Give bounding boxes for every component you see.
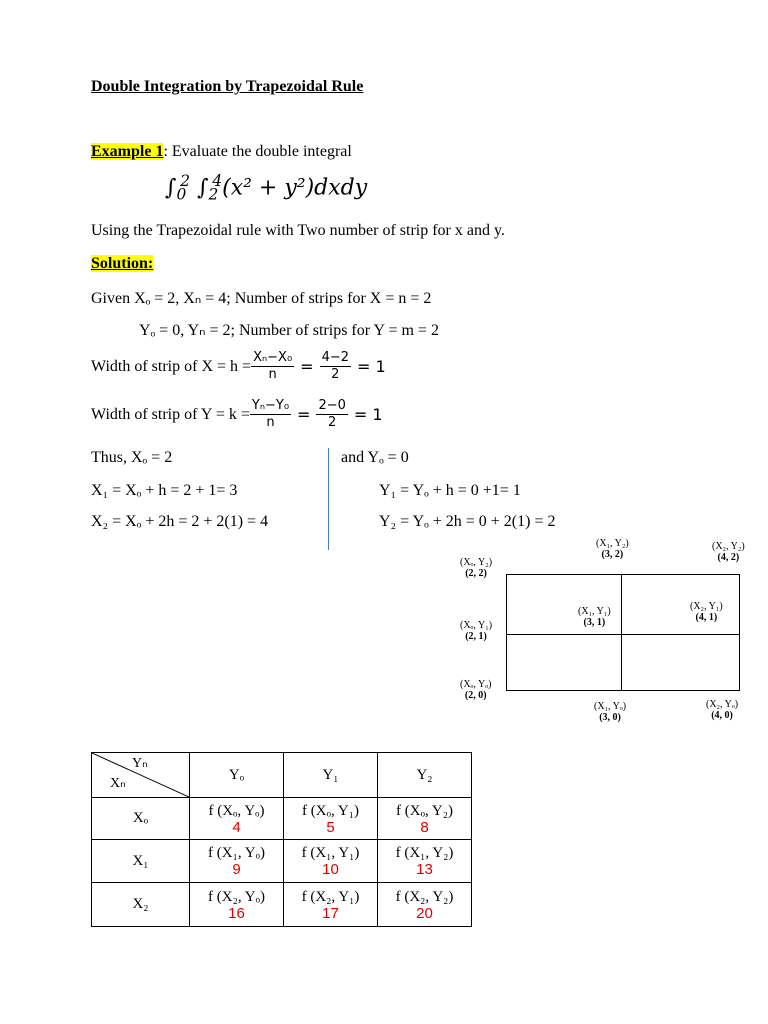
width-x-line: Width of strip of X = h = $\frac{\text{Xₙ−X₀}}{n}$ = $\frac{4-2}{2}$ = 1 xyxy=(91,350,386,382)
table-cell: f (Xₒ, Y₂) 8 xyxy=(378,798,472,840)
solution-label-line xyxy=(91,255,153,273)
table-cell: f (X₁, Yₒ) 9 xyxy=(190,840,284,883)
table-cell: f (Xₒ, Yₒ) 4 xyxy=(190,798,284,840)
grid-label-x0-y0: (Xₒ, Yₒ) (2, 0) xyxy=(460,679,492,701)
width-y-prefix: Width of strip of Y = k = xyxy=(91,405,250,423)
row-header-x0: Xₒ xyxy=(92,798,190,840)
grid-label-x1-y1: (X₁, Y₁) (3, 1) xyxy=(578,606,611,628)
col-header-y1: Y₁ xyxy=(284,753,378,798)
width-x-prefix: Width of strip of X = h = xyxy=(91,357,252,375)
table-cell: f (X₂, Yₒ) 16 xyxy=(190,883,284,927)
grid-label-x1-y2: (X₁, Y₂) (3, 2) xyxy=(596,538,629,560)
inner-upper-limit: 4 xyxy=(212,172,223,190)
corner-top-label: Yₙ xyxy=(132,756,148,771)
example-line xyxy=(91,143,352,161)
y1-line: Y₁ = Yₒ + h = 0 +1= 1 xyxy=(379,482,521,499)
width-y-denominator-values: 2 xyxy=(328,415,337,430)
outer-lower-limit: 0 xyxy=(176,185,187,204)
thus-x0: Thus, Xₒ = 2 xyxy=(91,449,173,466)
width-y-result: = 1 xyxy=(353,405,383,424)
table-cell: f (X₂, Y₂) 20 xyxy=(378,883,472,927)
width-y-numerator-values: 2−0 xyxy=(318,398,346,413)
width-x-result: = 1 xyxy=(357,357,386,376)
row-header-x2: X₂ xyxy=(92,883,190,927)
table-cell: f (X₂, Y₁) 17 xyxy=(284,883,378,927)
example-label: Example 1 xyxy=(91,143,164,160)
width-x-numerator: Xₙ−X₀ xyxy=(253,350,293,365)
x1-line: X₁ = Xₒ + h = 2 + 1= 3 xyxy=(91,482,238,499)
example-text: : Evaluate the double integral xyxy=(163,143,352,160)
row-header-x1: X₁ xyxy=(92,840,190,883)
width-x-denominator: n xyxy=(268,367,277,382)
given-x-line: Given Xₒ = 2, Xₙ = 4; Number of strips for X = n = 2 xyxy=(91,290,432,307)
given-y-line: Yₒ = 0, Yₙ = 2; Number of strips for Y = m = 2 xyxy=(139,322,439,339)
width-y-line: Width of strip of Y = k = $\frac{\text{Yₙ−Y₀}}{n}$ = $\frac{2-0}{2}$ = 1 xyxy=(91,398,383,430)
grid-label-x0-y2: (Xₒ, Y₂) (2, 2) xyxy=(460,557,493,579)
width-x-fraction-values xyxy=(320,350,351,383)
y2-line: Y₂ = Yₒ + 2h = 0 + 2(1) = 2 xyxy=(379,513,556,530)
table-cell: f (X₁, Y₂) 13 xyxy=(378,840,472,883)
grid-diagram xyxy=(506,574,740,691)
double-integral: $\int_0^2$ $\int_2^4(x^2$ + y²)dxdy xyxy=(165,172,368,204)
grid-vertical-line xyxy=(621,574,622,691)
outer-upper-limit: 2 xyxy=(180,172,191,190)
page-title: Double Integration by Trapezoidal Rule xyxy=(91,78,364,95)
table-row xyxy=(92,883,472,927)
table-header-row xyxy=(92,753,472,798)
grid-label-x2-y0: (X₂, Yₒ) (4, 0) xyxy=(706,699,739,721)
column-divider xyxy=(328,448,329,550)
grid-label-x0-y1: (Xₒ, Y₁) (2, 1) xyxy=(460,620,493,642)
width-y-denominator: n xyxy=(266,415,275,430)
width-x-numerator-values: 4−2 xyxy=(321,350,350,365)
grid-label-x2-y1: (X₂, Y₁) (4, 1) xyxy=(690,601,723,623)
grid-horizontal-line xyxy=(506,634,740,635)
solution-label: Solution: xyxy=(91,255,154,272)
table-row xyxy=(92,840,472,883)
width-y-fraction xyxy=(250,398,291,431)
table-row xyxy=(92,798,472,840)
and-y0: and Yₒ = 0 xyxy=(341,449,409,466)
col-header-y0: Yₒ xyxy=(190,753,284,798)
table-corner-cell xyxy=(92,753,190,798)
grid-label-x2-y2: (X₂, Y₂) (4, 2) xyxy=(712,541,745,563)
grid-label-x1-y0: (X₁, Yₒ) (3, 0) xyxy=(594,701,627,723)
corner-bottom-label: Xₙ xyxy=(110,776,126,791)
table-cell: f (X₁, Y₁) 10 xyxy=(284,840,378,883)
integrand: (x² + y²)dxdy xyxy=(222,175,368,201)
width-x-fraction xyxy=(251,350,294,383)
x2-line: X₂ = Xₒ + 2h = 2 + 2(1) = 4 xyxy=(91,513,269,530)
table-cell: f (Xₒ, Y₁) 5 xyxy=(284,798,378,840)
function-value-table xyxy=(91,752,472,927)
using-text: Using the Trapezoidal rule with Two number of strip for x and y. xyxy=(91,222,505,239)
width-y-fraction-values xyxy=(316,398,347,431)
width-x-denominator-values: 2 xyxy=(331,367,340,382)
width-y-numerator: Yₙ−Y₀ xyxy=(251,398,290,413)
inner-lower-limit: 2 xyxy=(208,185,219,204)
col-header-y2: Y₂ xyxy=(378,753,472,798)
